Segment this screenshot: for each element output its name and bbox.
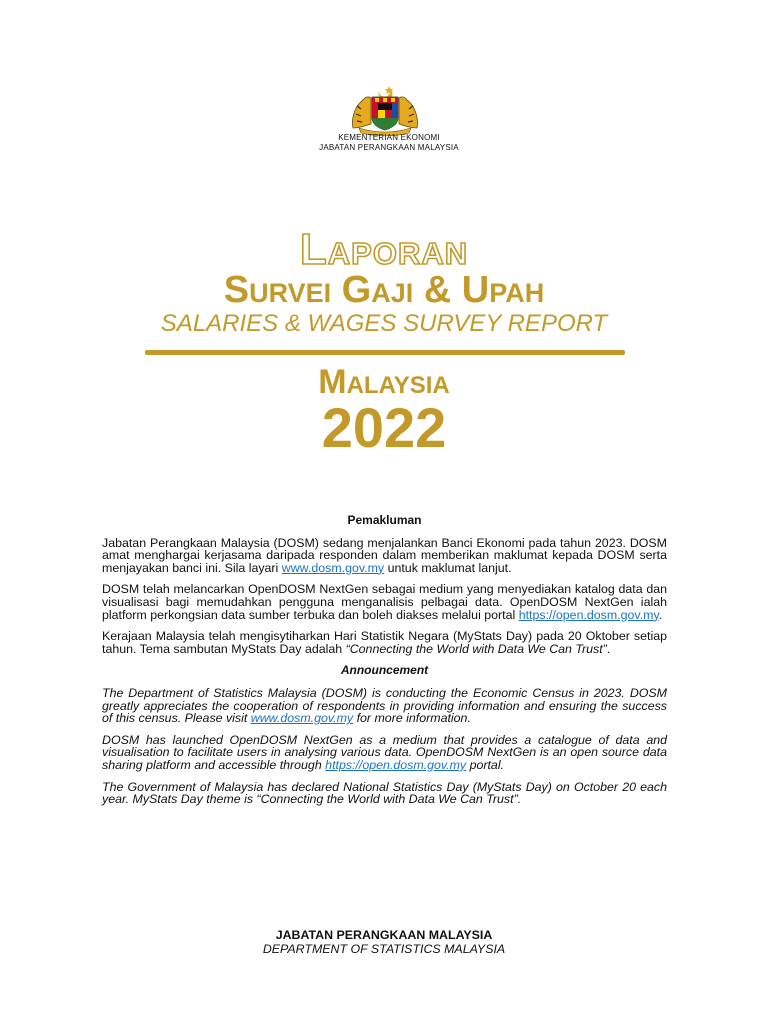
agency-name [0,133,768,153]
title-english: SALARIES & WAGES SURVEY REPORT [160,310,608,337]
notice-en-p2-tail: portal. [466,757,505,772]
notice-ms-paragraph-3 [102,630,667,655]
notice-heading-en: Announcement [340,663,429,678]
footer [0,928,768,956]
title-laporan: Laporan [299,225,469,274]
dosm-website-link-en[interactable]: www.dosm.gov.my [250,711,354,726]
notice-en-p1-tail: for more information. [353,711,471,726]
notice-ms-paragraph-2 [102,583,667,621]
footer-department-ms: JABATAN PERANGKAAN MALAYSIA [275,928,493,942]
notice-ms-paragraph-1 [102,537,667,575]
notice-en-paragraph-2 [102,734,667,772]
title-country: Malaysia [318,363,450,401]
notice-ms-p3-text: Kerajaan Malaysia telah mengisytiharkan Hari Statistik Negara (MyStats Day) pada 20 Oktober setiap tahun. Tema sambutan MyStats Day adalah [102,629,667,656]
notice-en-paragraph-3: The Government of Malaysia has declared National Statistics Day (MyStats Day) on October 20 each year. MyStats Day theme is “Connecting the World with Data We Can Trust”. [102,779,667,807]
title-year: 2022 [321,396,447,459]
title-divider [145,350,625,355]
notice-en-paragraph-1 [102,687,667,725]
notice-en-p2-text: DOSM has launched OpenDOSM NextGen as a medium that provides a catalogue of data and visualisation to facilitate users in analysing various data. OpenDOSM NextGen is an open source data sharing platform and accessible through [102,732,667,772]
ministry-name: KEMENTERIAN EKONOMI [338,133,440,142]
footer-department-en: DEPARTMENT OF STATISTICS MALAYSIA [262,942,506,956]
mystats-theme-quote: “Connecting the World with Data We Can Trust” [345,641,607,656]
notice-heading-ms: Pemakluman [347,513,422,527]
notice-ms-p2-tail: . [658,607,663,622]
department-name: JABATAN PERANGKAAN MALAYSIA [319,143,459,152]
notice-ms-p1-tail: untuk maklumat lanjut. [384,560,512,575]
notice-en-p1-text: The Department of Statistics Malaysia (DOSM) is conducting the Economic Census in 2023. DOSM greatly appreciates the cooperation of respondents in providing information and ensuring the success of this census. Please visit [102,685,667,726]
opendosm-portal-link-en[interactable]: https://open.dosm.gov.my [325,757,467,772]
title-survei: Survei Gaji & Upah [223,269,545,311]
notice-ms-p3-tail: . [606,641,611,656]
notice-ms-p1-text: Jabatan Perangkaan Malaysia (DOSM) sedang menjalankan Banci Ekonomi pada tahun 2023. DOSM amat menghargai kerjasama daripada responden dalam memberikan maklumat kepada DOSM serta menjayakan banci ini. Sila layari [102,535,667,575]
opendosm-portal-link[interactable]: https://open.dosm.gov.my [518,607,659,622]
malaysia-coat-of-arms-icon [349,84,421,136]
dosm-website-link[interactable]: www.dosm.gov.my [281,560,385,575]
announcement-section [102,514,667,815]
notice-ms-p2-text: DOSM telah melancarkan OpenDOSM NextGen sebagai medium yang menyediakan katalog data dan visualisasi bagi memudahkan pengguna menganalisis pelbagai data. OpenDOSM NextGen ialah platform perkongsian data sumber terbuka dan boleh diakses melalui portal [102,582,667,622]
